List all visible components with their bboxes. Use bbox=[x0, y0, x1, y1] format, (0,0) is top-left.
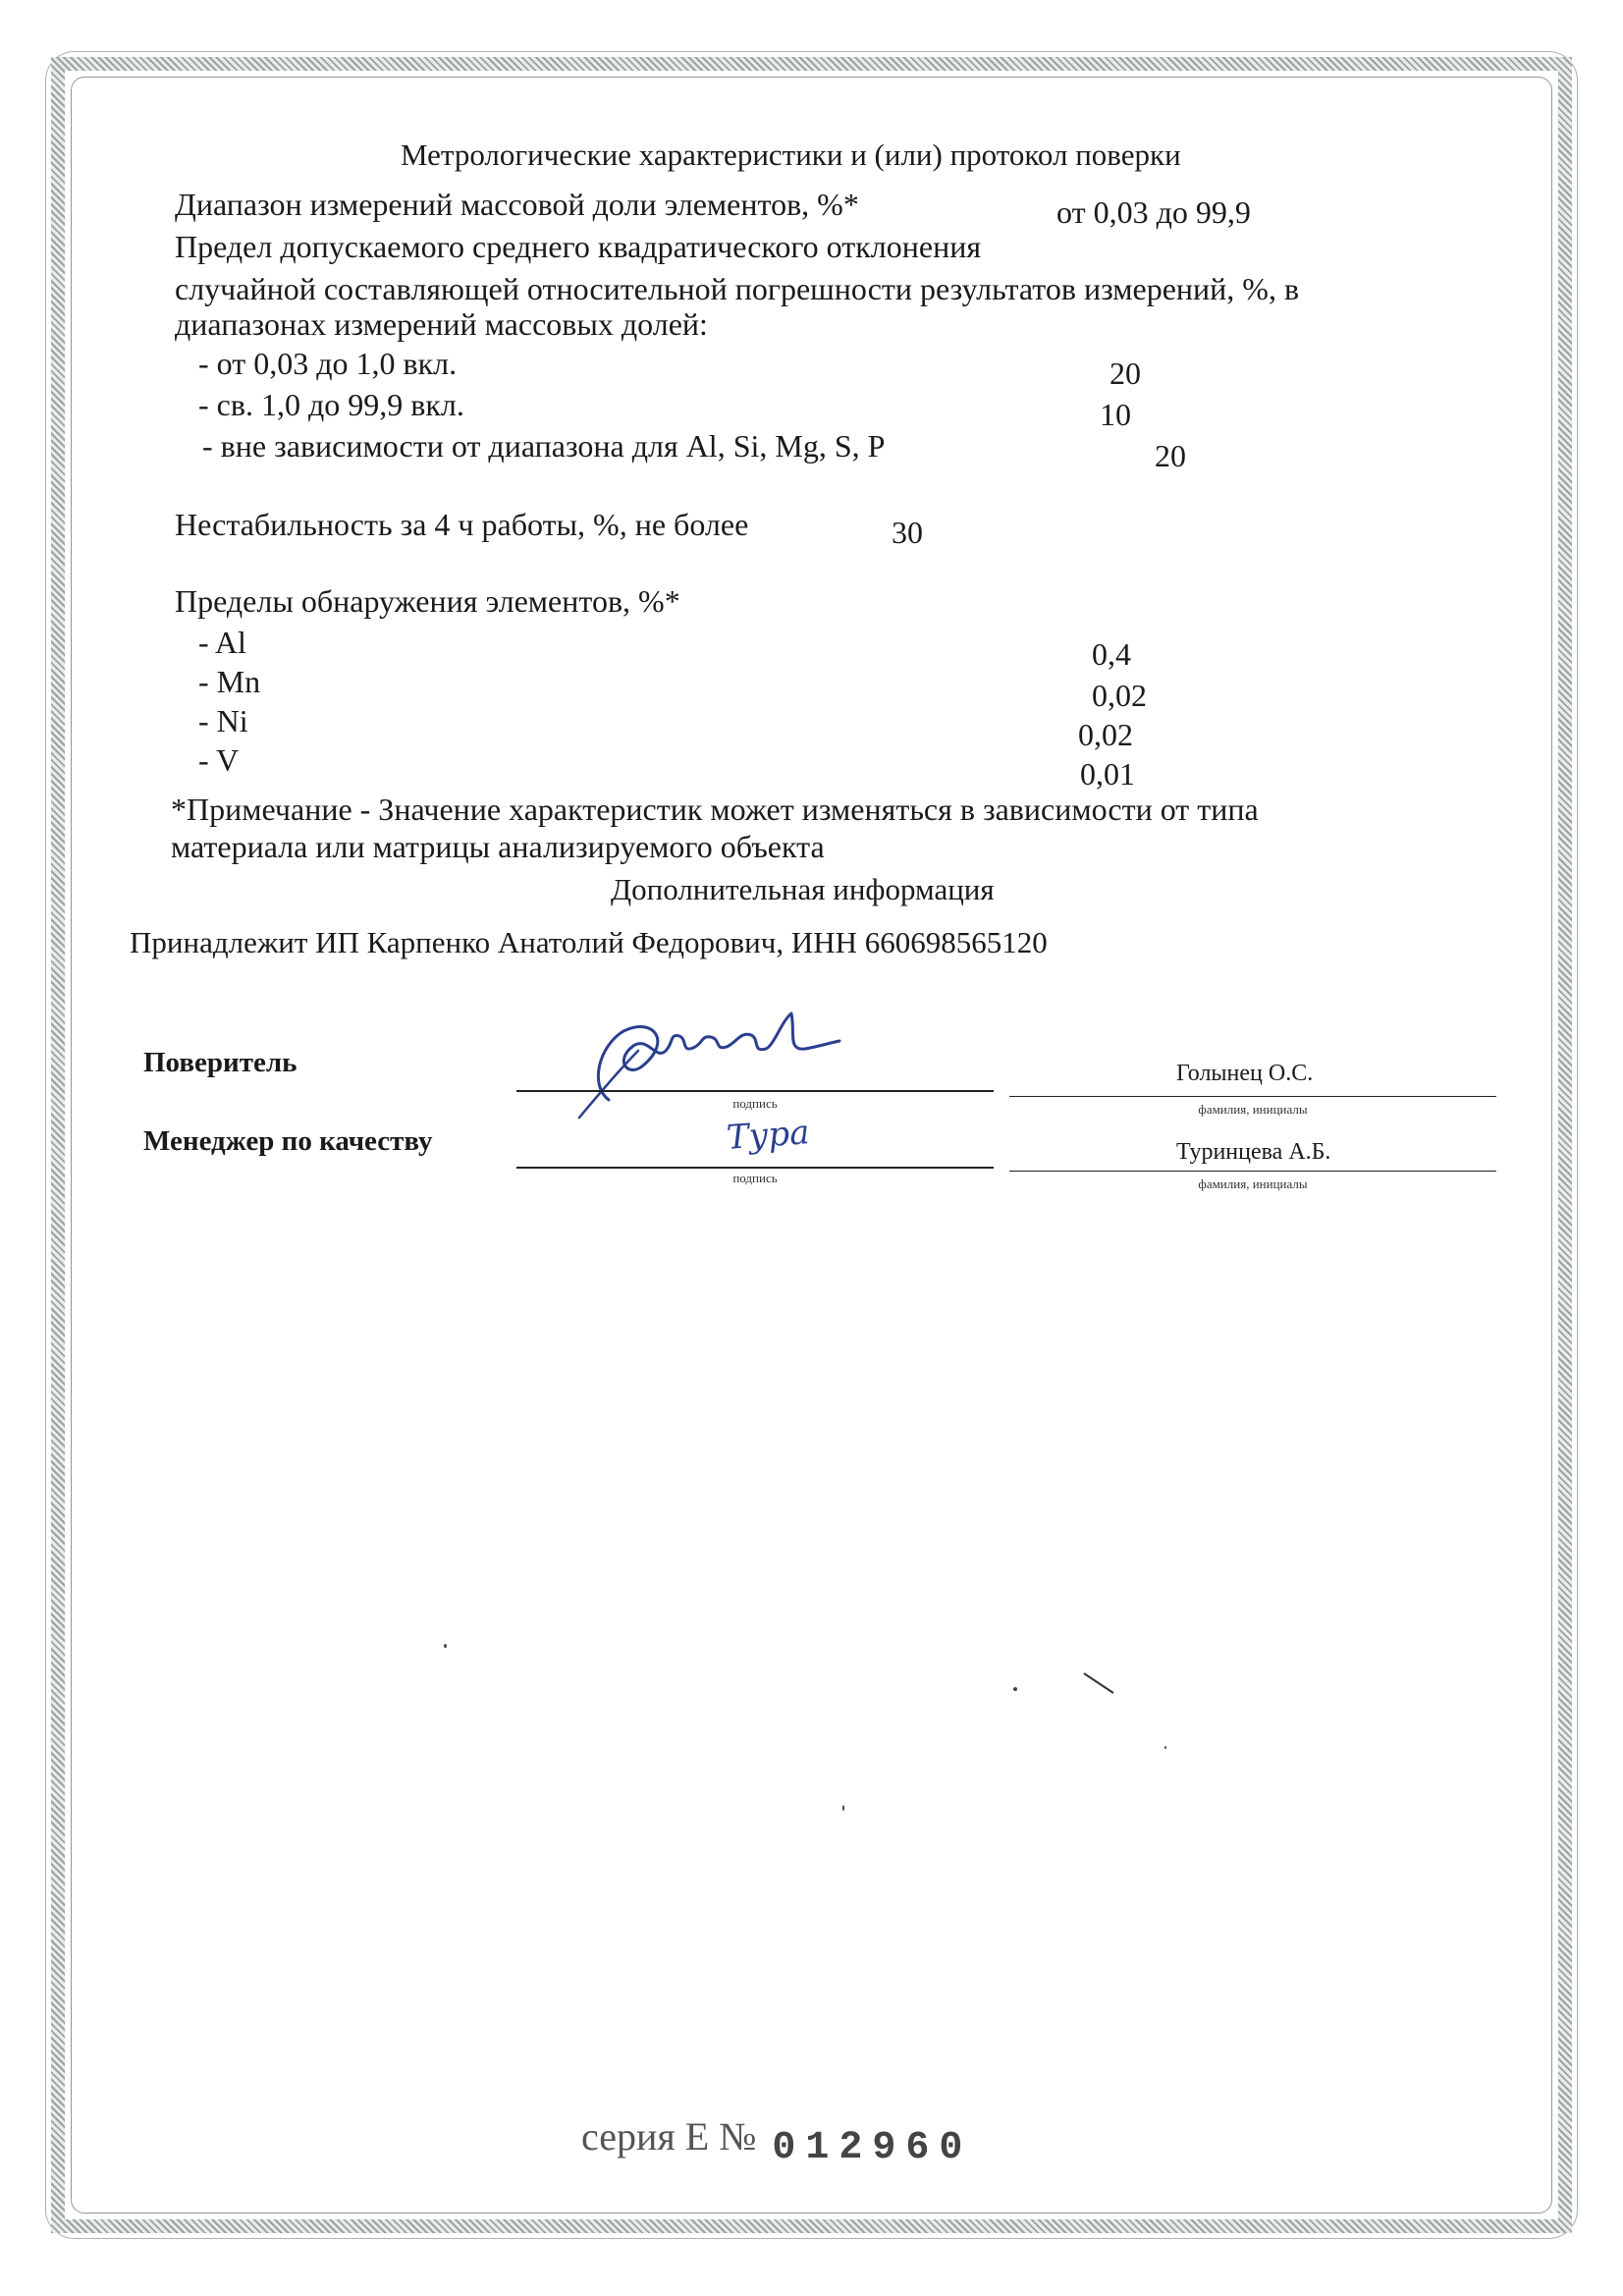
range-label: Диапазон измерений массовой доли элементов, %* bbox=[175, 187, 859, 222]
scan-speck bbox=[1164, 1746, 1166, 1749]
detection-row-label: - V bbox=[198, 742, 240, 778]
instability-label: Нестабильность за 4 ч работы, %, не более bbox=[175, 507, 749, 542]
section-title: Метрологические характеристики и (или) протокол поверки bbox=[401, 137, 1181, 172]
detection-row-value: 0,02 bbox=[1078, 717, 1133, 752]
deviation-row-label: - св. 1,0 до 99,9 вкл. bbox=[198, 387, 464, 422]
verifier-name-line bbox=[1009, 1096, 1496, 1097]
manager-name: Туринцева А.Б. bbox=[1176, 1139, 1331, 1165]
verifier-name: Голынец О.С. bbox=[1176, 1061, 1314, 1086]
deviation-line-2: случайной составляющей относительной погрешности результатов измерений, %, в bbox=[175, 271, 1300, 306]
series-block bbox=[581, 2113, 973, 2170]
manager-signature: Тура bbox=[725, 1113, 811, 1158]
note-line-1: *Примечание - Значение характеристик может изменяться в зависимости от типа bbox=[171, 792, 1259, 827]
scan-mark bbox=[1080, 1669, 1119, 1699]
detection-row-value: 0,01 bbox=[1080, 756, 1135, 792]
deviation-row-label: - вне зависимости от диапазона для Al, Si, Mg, S, P bbox=[202, 428, 886, 464]
additional-info-title: Дополнительная информация bbox=[611, 872, 995, 906]
manager-role: Менеджер по качеству bbox=[143, 1125, 433, 1157]
detection-label: Пределы обнаружения элементов, %* bbox=[175, 583, 680, 619]
manager-signature-caption: подпись bbox=[732, 1171, 778, 1185]
deviation-row-value: 10 bbox=[1100, 397, 1131, 432]
scan-speck bbox=[842, 1805, 844, 1811]
scan-speck bbox=[444, 1644, 447, 1648]
scan-speck bbox=[1013, 1687, 1017, 1691]
verifier-signature-line bbox=[516, 1090, 994, 1092]
verifier-name-caption: фамилия, инициалы bbox=[1198, 1102, 1308, 1117]
detection-row-value: 0,02 bbox=[1092, 678, 1147, 713]
detection-row-label: - Mn bbox=[198, 664, 261, 699]
deviation-row-value: 20 bbox=[1155, 438, 1186, 473]
verifier-signature-caption: подпись bbox=[732, 1096, 778, 1111]
series-number: 012960 bbox=[772, 2126, 973, 2170]
series-label: серия Е № bbox=[581, 2114, 757, 2159]
detection-row-label: - Al bbox=[198, 625, 246, 660]
manager-name-caption: фамилия, инициалы bbox=[1198, 1176, 1308, 1191]
deviation-line-3: диапазонах измерений массовых долей: bbox=[175, 306, 708, 342]
instability-value: 30 bbox=[892, 515, 923, 550]
verifier-role: Поверитель bbox=[143, 1047, 298, 1078]
manager-name-line bbox=[1009, 1171, 1496, 1172]
owner-line: Принадлежит ИП Карпенко Анатолий Федорович, ИНН 660698565120 bbox=[130, 925, 1048, 959]
deviation-row-label: - от 0,03 до 1,0 вкл. bbox=[198, 346, 458, 381]
range-value: от 0,03 до 99,9 bbox=[1056, 194, 1251, 230]
detection-row-label: - Ni bbox=[198, 703, 248, 738]
deviation-row-value: 20 bbox=[1109, 355, 1141, 391]
manager-signature-line bbox=[516, 1167, 994, 1169]
note-line-2: материала или матрицы анализируемого объекта bbox=[171, 829, 825, 864]
deviation-line-1: Предел допускаемого среднего квадратического отклонения bbox=[175, 229, 982, 264]
detection-row-value: 0,4 bbox=[1092, 636, 1131, 672]
